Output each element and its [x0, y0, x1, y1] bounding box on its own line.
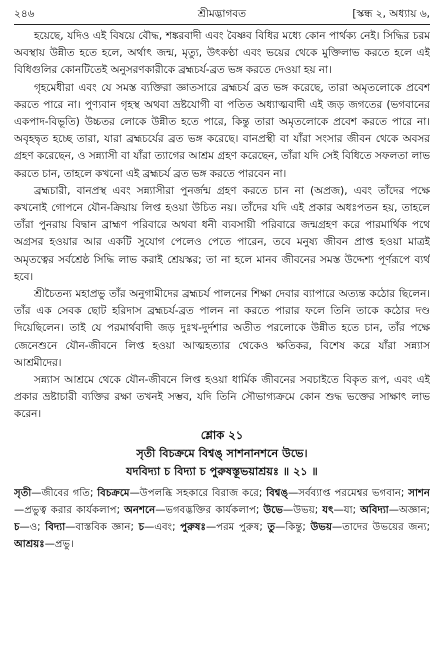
- synonym-meaning: —ভগবদ্ভক্তির কার্যকলাপ;: [155, 504, 264, 516]
- synonym-term: অবিদ্যা: [360, 504, 389, 516]
- synonym-term: বিদ্যা: [45, 521, 66, 533]
- synonym-term: চ: [14, 521, 20, 533]
- synonym-term: আশ্রয়ঃ: [14, 538, 45, 550]
- synonym-meaning: —যা;: [333, 504, 361, 516]
- synonym-meaning: —বাস্তবিক জ্ঞান;: [65, 521, 139, 533]
- synonyms-paragraph: [14, 485, 430, 553]
- paragraph: সন্ন্যাস আশ্রমে থেকে যৌন-জীবনে লিপ্ত হওয়া ধার্মিক জীবনের সবচাইতে বিকৃত রূপ, এবং এই প্রকার ভ্রষ্টাচারী ব্যক্তির রক্ষা তখনই সম্ভব, যদি তিনি সৌভাগ্যক্রমে কোন শুদ্ধ ভক্তের সাক্ষাৎ লাভ করেন।: [14, 374, 430, 421]
- synonym-meaning: —উপলব্ধি সহকারে বিরাজ করে;: [129, 487, 267, 499]
- page-body: [14, 28, 430, 553]
- synonym-term: বিচক্রমে: [97, 487, 130, 499]
- synonym-meaning: —তাদের উভয়ের জন্য;: [332, 521, 430, 533]
- page-number: ২৪৬: [14, 8, 35, 20]
- synonym-meaning: —কিন্তু;: [275, 521, 311, 533]
- synonym-meaning: —অজ্ঞান;: [388, 504, 430, 516]
- book-page: [14, 4, 430, 641]
- paragraph: শ্রীচৈতন্য মহাপ্রভু তাঁর অনুগামীদের ব্রহ্মচর্য পালনের শিক্ষা দেবার ব্যাপারে অত্যন্ত কঠোর ছিলেন। তাঁর এক সেবক ছোট হরিদাস ব্রহ্মচর্য-ব্রত পালন না করতে পারার ফলে তিনি তাকে কঠোর দণ্ড দিয়েছিলেন। তাই যে পরমার্থবাদী জড় দুঃখ-দুর্দশার অতীত পরলোকে উন্নীত হতে চান, তাঁর পক্ষে জেনেশুনে যৌন-জীবনে লিপ্ত হওয়া আত্মহত্যার থেকেও ক্ষতিকর, বিশেষ করে যাঁরা সন্ন্যাস আশ্রমীদের।: [14, 288, 430, 369]
- verse-block: [14, 426, 430, 481]
- synonym-term: বিশ্বঙ্: [266, 487, 289, 499]
- canto-chapter: [স্কন্ধ ২, অধ্যায় ৬,: [352, 8, 430, 20]
- synonym-term: সাশন: [408, 487, 430, 499]
- synonym-term: তু: [267, 521, 276, 533]
- synonym-meaning: —প্রভুত্ব করার কার্যকলাপ;: [14, 504, 125, 516]
- book-title: শ্রীমদ্ভাগবত: [197, 8, 247, 20]
- verse-line: যদবিদ্যা চ বিদ্যা চ পুরুষস্তূভয়াশ্রয়ঃ ॥ ২১ ॥: [126, 464, 318, 478]
- verse-title: শ্লোক ২১: [200, 427, 244, 442]
- synonym-meaning: —উভয়;: [283, 504, 323, 516]
- verse-line: সৃতী বিচক্রমে বিশ্বঙ্ সাশনানশনে উভে।: [136, 446, 308, 460]
- paragraph: হয়েছে, যদিও এই বিষয়ে বৌদ্ধ, শঙ্করবাদী এবং বৈষ্ণব বিধির মধ্যে কোন পার্থক্য নেই। সিদ্ধির চরম অবস্থায় উন্নীত হতে হলে, অর্থাৎ জন্ম, মৃত্যু, উৎকণ্ঠা এবং ভয়ের থেকে মুক্তিলাভ করতে হলে এই বিধিগুলির কোনটিতেই অনুসরণকারীকে ব্রহ্মচর্য-ব্রত ভঙ্গ করতে দেওয়া হয় না।: [14, 30, 430, 77]
- paragraph: গৃহমেধীরা এবং যে সমস্ত ব্যক্তিরা জ্ঞাতসারে ব্রহ্মচর্য ব্রত ভঙ্গ করেছে, তারা অমৃতলোকে প্রবেশ করতে পারে না। পুণ্যবান গৃহস্থ অথবা ভ্রষ্টযোগী বা পতিত অধ্যাত্মবাদী এই জড় জগতের (ভগবানের একপাদ-বিভূতি) উচ্চতর লোকে উন্নীত হতে পারে, কিন্তু তারা অমৃতলোকে প্রবেশ করতে পারে না। অবৃহদ্বৃত হচ্ছে তারা, যারা ব্রহ্মচর্যের ব্রত ভঙ্গ করেছে। বানপ্রস্থী বা যাঁরা সংসার জীবন থেকে অবসর গ্রহণ করেছেন, ও সন্ন্যাসী বা যাঁরা ত্যাগের আশ্রম গ্রহণ করেছেন, তাঁরা যদি সেই বিধিতে সফলতা লাভ করতে চান, তাহলে কখনো এই ব্রহ্মচর্য ব্রত ভঙ্গ করতে পারবেন না।: [14, 81, 430, 180]
- synonym-meaning: —পরম পুরুষ;: [205, 521, 268, 533]
- synonym-term: উভে: [263, 504, 283, 516]
- paragraph: ব্রহ্মচারী, বানপ্রস্থ এবং সন্ন্যাসীরা পুনর্জন্ম গ্রহণ করতে চান না (অপ্রজ), এবং তাঁদের পক্ষে কখনোই গোপনে যৌন-ক্রিয়ায় লিপ্ত হওয়া উচিত নয়। তাঁদের যদি এই প্রকার অধঃপতন হয়, তাহলে তাঁরা পুনরায় বিদ্বান ব্রাহ্মণ পরিবারে অথবা ধনী ব্যবসায়ী পরিবারে জন্মগ্রহণ করে পারমার্থিক পথে অগ্রসর হওয়ার আর একটি সুযোগ পেলেও পেতে পারেন, তবে মনুষ্য জীবন প্রাপ্ত হওয়া মাত্রই অমৃতত্বের সর্বশ্রেষ্ঠ সিদ্ধি লাভ করাই শ্রেয়স্কর; তা না হলে মানব জীবনের সমস্ত উদ্দেশ্য পূর্ণরূপে ব্যর্থ হবে।: [14, 184, 430, 283]
- synonym-meaning: —সর্বব্যাপ্ত পরমেশ্বর ভগবান;: [288, 487, 409, 499]
- synonym-term: সৃতী: [14, 487, 32, 499]
- synonym-term: উভয়: [310, 521, 333, 533]
- synonym-meaning: —ও;: [19, 521, 46, 533]
- synonym-meaning: —এবং;: [144, 521, 181, 533]
- synonym-term: অনশনে: [124, 504, 156, 516]
- synonym-meaning: —প্রভু।: [44, 538, 74, 550]
- synonym-term: পুরুষঃ: [180, 521, 206, 533]
- synonym-term: চ: [138, 521, 145, 533]
- page-header: [14, 4, 430, 25]
- synonym-meaning: —জীবের গতি;: [31, 487, 98, 499]
- synonym-term: যৎ: [322, 504, 334, 516]
